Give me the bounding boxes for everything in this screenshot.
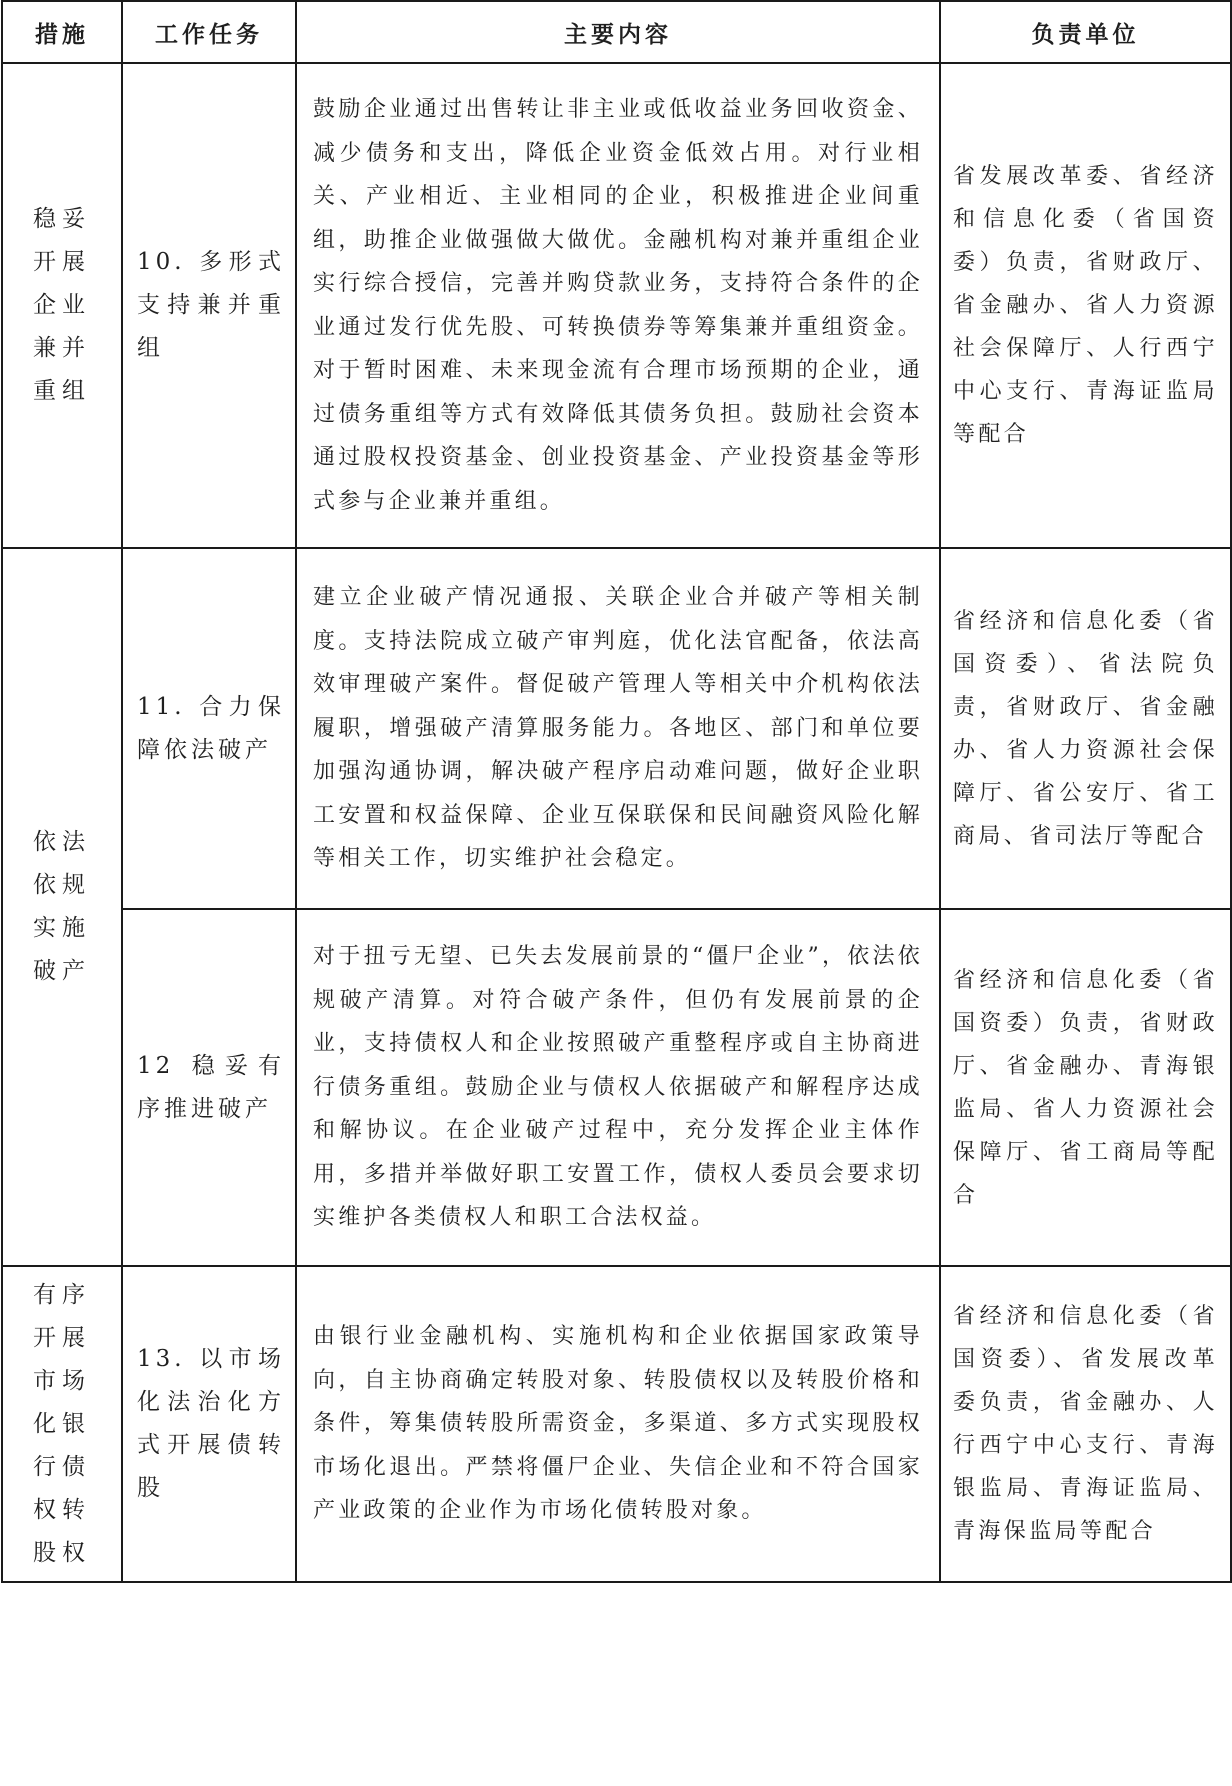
table-row (2, 1266, 1231, 1582)
header-content: 主要内容 (296, 1, 940, 63)
measure-line: 开展 (33, 1324, 91, 1351)
measure-line: 依规 (33, 872, 91, 898)
task-cell: 13. 以市场化法治化方式开展债转股 (122, 1266, 296, 1582)
measure-line: 化银 (33, 1410, 91, 1437)
content-cell: 对于扭亏无望、已失去发展前景的“僵尸企业”，依法依规破产清算。对符合破产条件，但仍有发展前景的企业，支持债权人和企业按照破产重整程序或自主协商进行债务重组。鼓励企业与债权人依据破产和解程序达成和解协议。在企业破产过程中，充分发挥企业主体作用，多措并举做好职工安置工作，债权人委员会要求切实维护各类债权人和职工合法权益。 (296, 909, 940, 1266)
task-cell: 11. 合力保障依法破产 (122, 548, 296, 909)
measure-line: 股权 (33, 1539, 91, 1566)
unit-cell: 省发展改革委、省经济和信息化委（省国资委）负责，省财政厅、省金融办、省人力资源社会保障厅、人行西宁中心支行、青海证监局等配合 (940, 63, 1231, 548)
content-cell: 由银行业金融机构、实施机构和企业依据国家政策导向，自主协商确定转股对象、转股债权以及转股价格和条件，筹集债转股所需资金，多渠道、多方式实现股权市场化退出。严禁将僵尸企业、失信企业和不符合国家产业政策的企业作为市场化债转股对象。 (296, 1266, 940, 1582)
measure-line: 企业 (33, 292, 91, 318)
measure-line: 稳妥 (33, 206, 91, 232)
content-cell: 鼓励企业通过出售转让非主业或低收益业务回收资金、减少债务和支出，降低企业资金低效占用。对行业相关、产业相近、主业相同的企业，积极推进企业间重组，助推企业做强做大做优。金融机构对兼并重组企业实行综合授信，完善并购贷款业务，支持符合条件的企业通过发行优先股、可转换债券等筹集兼并重组资金。对于暂时困难、未来现金流有合理市场预期的企业，通过债务重组等方式有效降低其债务负担。鼓励社会资本通过股权投资基金、创业投资基金、产业投资基金等形式参与企业兼并重组。 (296, 63, 940, 548)
content-cell: 建立企业破产情况通报、关联企业合并破产等相关制度。支持法院成立破产审判庭，优化法官配备，依法高效审理破产案件。督促破产管理人等相关中介机构依法履职，增强破产清算服务能力。各地区、部门和单位要加强沟通协调，解决破产程序启动难问题，做好企业职工安置和权益保障、企业互保联保和民间融资风险化解等相关工作，切实维护社会稳定。 (296, 548, 940, 909)
measure-cell (2, 63, 122, 548)
table-row (2, 63, 1231, 548)
measure-cell (2, 548, 122, 1266)
measure-line: 破产 (33, 958, 91, 984)
table-header-row (2, 1, 1231, 63)
measure-line: 依法 (33, 829, 91, 855)
measure-line: 开展 (33, 249, 91, 275)
table-row (2, 909, 1231, 1266)
measure-line: 权转 (33, 1496, 91, 1523)
header-unit: 负责单位 (940, 1, 1231, 63)
measure-line: 实施 (33, 915, 91, 941)
table-row (2, 548, 1231, 909)
unit-cell: 省经济和信息化委（省国资委）、省发展改革委负责，省金融办、人行西宁中心支行、青海银监局、青海证监局、青海保监局等配合 (940, 1266, 1231, 1582)
header-measure: 措施 (2, 1, 122, 63)
policy-table (1, 0, 1232, 1583)
measure-line: 有序 (33, 1281, 91, 1308)
task-cell: 12 稳妥有序推进破产 (122, 909, 296, 1266)
unit-cell: 省经济和信息化委（省国资委）、省法院负责，省财政厅、省金融办、省人力资源社会保障厅、省公安厅、省工商局、省司法厅等配合 (940, 548, 1231, 909)
measure-cell (2, 1266, 122, 1582)
measure-line: 兼并 (33, 335, 91, 361)
measure-line: 行债 (33, 1453, 91, 1480)
measure-line: 市场 (33, 1367, 91, 1394)
measure-line: 重组 (33, 378, 91, 404)
task-cell: 10. 多形式支持兼并重组 (122, 63, 296, 548)
unit-cell: 省经济和信息化委（省国资委）负责，省财政厅、省金融办、青海银监局、省人力资源社会保障厅、省工商局等配合 (940, 909, 1231, 1266)
header-task: 工作任务 (122, 1, 296, 63)
